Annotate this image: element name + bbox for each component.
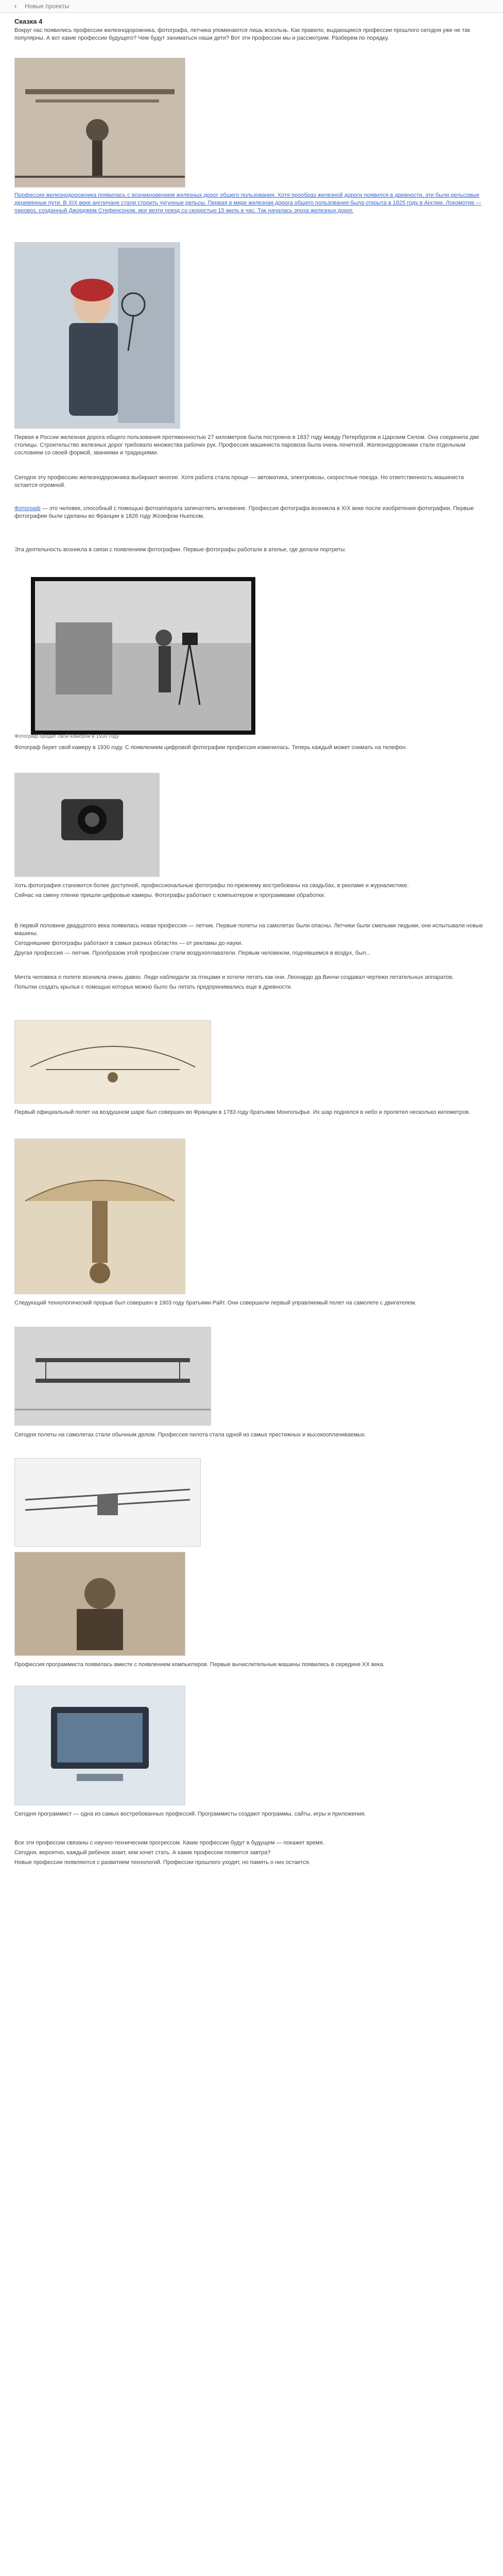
intro-paragraph: Вокруг нас появились профессии железнодорожника, фотографа, летчика упоминаются лишь вскользь. Как правило, выдающиеся профессии прошлого сегодня уже не так популярны. А вот какие профессии будущего? Чем будут заниматься наши дети? Вот эти профессии мы и рассмотрим. Разберем по порядку. — [14, 27, 471, 41]
section-pilot — [14, 922, 488, 959]
paragraph-pilot-5: Попытки создать крылья с помощью которых можно было бы летать предпринимались еще в древности. — [14, 984, 292, 990]
paragraph-photographer-5: Сейчас на смену пленке пришли цифровые камеры. Фотографы работают с компьютером и программами обработки. — [14, 892, 326, 899]
railway-link[interactable]: Профессия железнодорожника появилась с возникновением железных дорог общего пользования. Хотя прообраз железной дороги появился в древности, эти были рельсовые деревянные пути. В XIX веке англичане стали строить чугунные рельсы. Первая в мире железная дорога общего пользования была открыта в 1825 году в Англии. Локомотив — паровоз, созданный Джорджем Стефенсоном, мог везти поезд со скоростью 15 миль в час. Так началась эпоха железных дорог. — [14, 192, 481, 214]
paragraph-pilot-3: Другая профессия — летчик. Прообразом этой профессии стали воздухоплаватели. Первым человеком, поднявшимся в воздух, был... — [14, 950, 371, 956]
paragraph-photographer-4: Хоть фотография становится более доступной, профессиональные фотографы по-прежнему востребованы на свадьбах, в рекламе и журналистике. — [14, 883, 409, 889]
photo-ornithopter — [14, 1139, 185, 1294]
section-railway-3 — [14, 474, 488, 492]
photo-camera-closeup — [14, 773, 160, 877]
section-photographer — [14, 505, 488, 522]
paragraph-photographer-3: Фотограф берет свой камеру в 1930 году. С появлением цифровой фотографии профессия изменилась. Теперь каждый может снимать на телефон. — [14, 744, 407, 751]
section-railway — [14, 192, 488, 217]
photographer-link[interactable]: Фотограф — [14, 505, 41, 512]
section-wright — [14, 1299, 488, 1309]
paragraph-programmer-2: Сегодня программист — одна из самых востребованных профессий. Программисты создают программы, сайты, игры и приложения. — [14, 1811, 366, 1817]
section-pilot-2 — [14, 974, 488, 993]
section-pilot-3 — [14, 1431, 488, 1441]
paragraph-conclusion-3: Новые профессии появляются с развитием технологий. Профессии прошлого уходят, но память о них остается. — [14, 1859, 310, 1866]
paragraph-conclusion-1: Все эти профессии связаны с научно-техническим прогрессом. Какие профессии будут в будущем — покажет время. — [14, 1840, 324, 1846]
paragraph-railway-3: Сегодня эту профессию железнодорожника выбирают многие. Хотя работа стала проще — автоматика, электровозы, скоростные поезда. Но ответственность машиниста остается огромной. — [14, 474, 464, 488]
paragraph-photographer-2: Эта деятельность возникла в связи с появлением фотографии. Первые фотографы работали в ателье, где делали портреты. — [14, 547, 346, 553]
section-programmer-2 — [14, 1810, 488, 1820]
paragraph-pilot-2: Сегодняшние фотографы работают в самых разных областях — от рекламы до науки. — [14, 940, 243, 946]
photo-wright-flyer — [14, 1327, 211, 1426]
section-photographer-3 — [14, 744, 488, 754]
paragraph-pilot-6: Сегодня полеты на самолетах стали обычным делом. Профессия пилота стала одной из самых престижных и высокооплачиваемых. — [14, 1432, 367, 1438]
photo-biplane-model — [14, 1458, 201, 1547]
article-title: Сказка 4 — [14, 18, 43, 25]
section-programmer — [14, 1661, 488, 1671]
photo-railway-woman — [14, 242, 180, 429]
paragraph-balloon: Первый официальный полет на воздушном шаре был совершен во Франции в 1783 году братьями Монгольфье. Их шар поднялся в небо и пролетел несколько километров. — [14, 1109, 471, 1115]
section-photographer-2 — [14, 546, 488, 556]
chevron-left-icon[interactable]: ‹ — [14, 2, 17, 10]
intro-text — [14, 27, 488, 44]
photo-photographer — [31, 577, 255, 735]
section-conclusion — [14, 1839, 488, 1869]
photo-computer — [14, 1686, 185, 1805]
section-balloon — [14, 1109, 488, 1118]
paragraph-railway-1 — [14, 192, 488, 215]
drawing-flying-machine — [14, 1020, 211, 1104]
photo-aviator-plane — [14, 58, 185, 188]
paragraph-pilot-1: В первой половине двадцатого века появилась новая профессия — летчик. Первые полеты на самолетах были опасны. Летчики были смелыми людьми, они испытывали новые машины. — [14, 923, 483, 937]
paragraph-railway-2: Первая в России железная дорога общего пользования протяженностью 27 километров была построена в 1837 году между Петербургом и Царским Селом. Она соединила две столицы. Строительство железных дорог требовало множества рабочих рук. Профессия машиниста паровоза была очень почетной. Железнодорожники стали отдельным сословием со своей формой, званиями и традициями. — [14, 434, 479, 456]
paragraph-photographer-1 — [14, 505, 488, 520]
section-railway-2 — [14, 434, 488, 459]
breadcrumb[interactable]: Новые проекты — [25, 3, 70, 10]
paragraph-programmer-1: Профессия программиста появилась вместе с появлением компьютеров. Первые вычислительные машины появились в середине XX века. — [14, 1662, 385, 1668]
paragraph-pilot-4: Мечта человека о полете возникла очень давно. Люди наблюдали за птицами и хотели летать как они. Леонардо да Винчи создавал чертежи летательных аппаратов. — [14, 974, 454, 980]
paragraph-wright: Следующий технологический прорыв был совершен в 1903 году братьями Райт. Они совершили первый управляемый полет на самолете с двигателем. — [14, 1300, 417, 1306]
top-bar — [0, 0, 503, 13]
paragraph-conclusion-2: Сегодня, вероятно, каждый ребенок знает, кем хочет стать. А какие профессии появятся завтра? — [14, 1850, 271, 1856]
photo-pilot-cockpit — [14, 1552, 185, 1656]
photographer-text: — это человек, способный с помощью фотоаппарата запечатлеть мгновение. Профессия фотографа возникла в XIX веке после изобретения фотографии. Первые фотографии были сделаны во Франции в 1826 году Жозефом Ньепсом. — [14, 505, 474, 519]
section-photographer-4 — [14, 882, 488, 902]
caption-photographer: Фотограф бродит свой камерой в 1930 году — [14, 734, 119, 739]
